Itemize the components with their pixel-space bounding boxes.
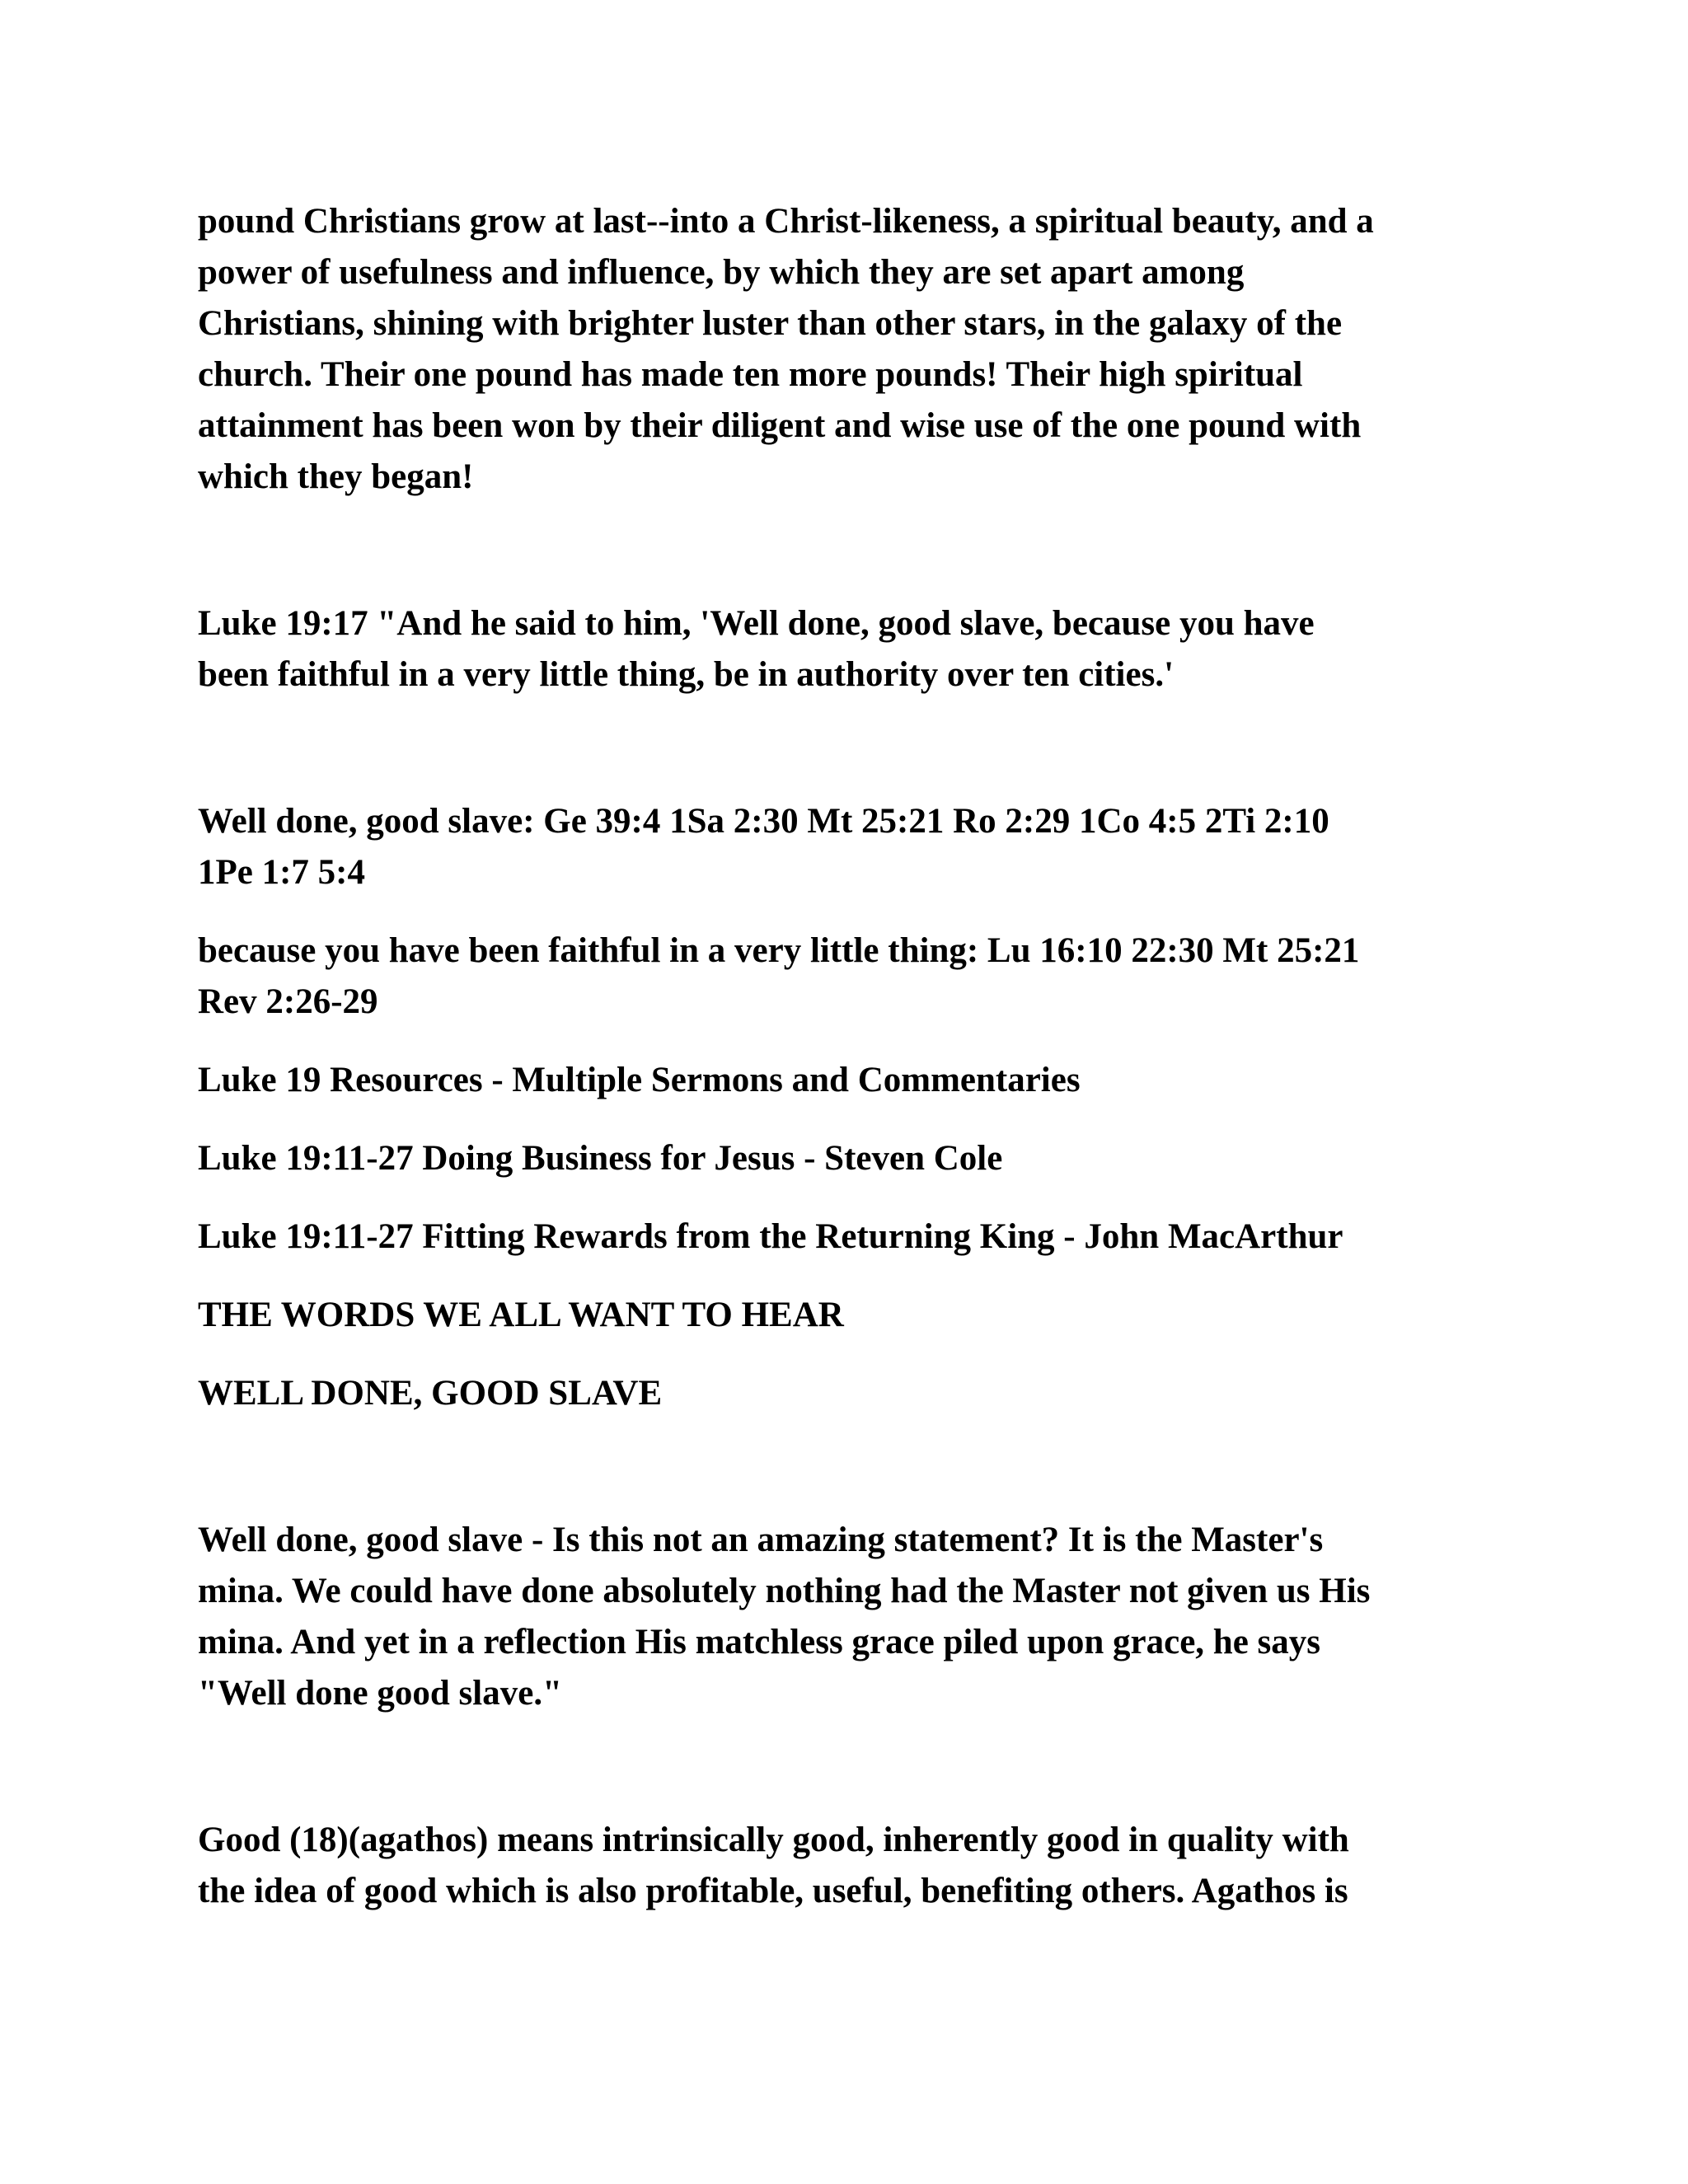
text-line: been faithful in a very little thing, be in authority over ten cities.' <box>198 655 1175 694</box>
paragraph-agathos <box>198 1815 1500 1917</box>
text-line: Well done, good slave: Ge 39:4 1Sa 2:30 Mt 25:21 Ro 2:29 1Co 4:5 2Ti 2:10 <box>198 802 1329 841</box>
heading-well-done-good-slave <box>198 1368 1500 1419</box>
heading-line: THE WORDS WE ALL WANT TO HEAR <box>198 1296 844 1334</box>
text-line: Good (18)(agathos) means intrinsically good, inherently good in quality with <box>198 1821 1349 1859</box>
text-line: Rev 2:26-29 <box>198 982 378 1021</box>
resource-john-macarthur <box>198 1212 1500 1263</box>
text-line: Well done, good slave - Is this not an amazing statement? It is the Master's <box>198 1521 1324 1559</box>
text-line: church. Their one pound has made ten more pounds! Their high spiritual <box>198 355 1303 394</box>
resource-luke-19 <box>198 1055 1500 1106</box>
resource-line: Luke 19:11-27 Doing Business for Jesus - Steven Cole <box>198 1139 1003 1178</box>
paragraph-luke-19-17 <box>198 598 1500 701</box>
heading-line: WELL DONE, GOOD SLAVE <box>198 1374 663 1413</box>
text-line: pound Christians grow at last--into a Christ-likeness, a spiritual beauty, and a <box>198 202 1374 241</box>
text-line: attainment has been won by their diligent and wise use of the one pound with <box>198 406 1362 445</box>
text-line: Luke 19:17 "And he said to him, 'Well done, good slave, because you have <box>198 604 1315 643</box>
resource-steven-cole <box>198 1133 1500 1184</box>
text-line: power of usefulness and influence, by which they are set apart among <box>198 253 1245 292</box>
text-line: mina. We could have done absolutely nothing had the Master not given us His <box>198 1572 1371 1610</box>
paragraph-amazing-statement <box>198 1515 1500 1719</box>
heading-words-we-want-to-hear <box>198 1290 1500 1341</box>
text-line: the idea of good which is also profitable, useful, benefiting others. Agathos is <box>198 1872 1348 1910</box>
text-line: which they began! <box>198 457 474 496</box>
resource-line: Luke 19 Resources - Multiple Sermons and Commentaries <box>198 1061 1081 1099</box>
text-line: 1Pe 1:7 5:4 <box>198 853 365 892</box>
paragraph-christ-likeness <box>198 196 1500 503</box>
resource-line: Luke 19:11-27 Fitting Rewards from the Returning King - John MacArthur <box>198 1217 1343 1256</box>
text-line: mina. And yet in a reflection His matchless grace piled upon grace, he says <box>198 1623 1321 1661</box>
page-content <box>198 196 1500 1917</box>
text-line: "Well done good slave." <box>198 1674 562 1713</box>
cross-references-well-done <box>198 796 1500 898</box>
cross-references-faithful <box>198 926 1500 1028</box>
text-line: because you have been faithful in a very little thing: Lu 16:10 22:30 Mt 25:21 <box>198 931 1360 970</box>
text-line: Christians, shining with brighter luster than other stars, in the galaxy of the <box>198 304 1343 343</box>
